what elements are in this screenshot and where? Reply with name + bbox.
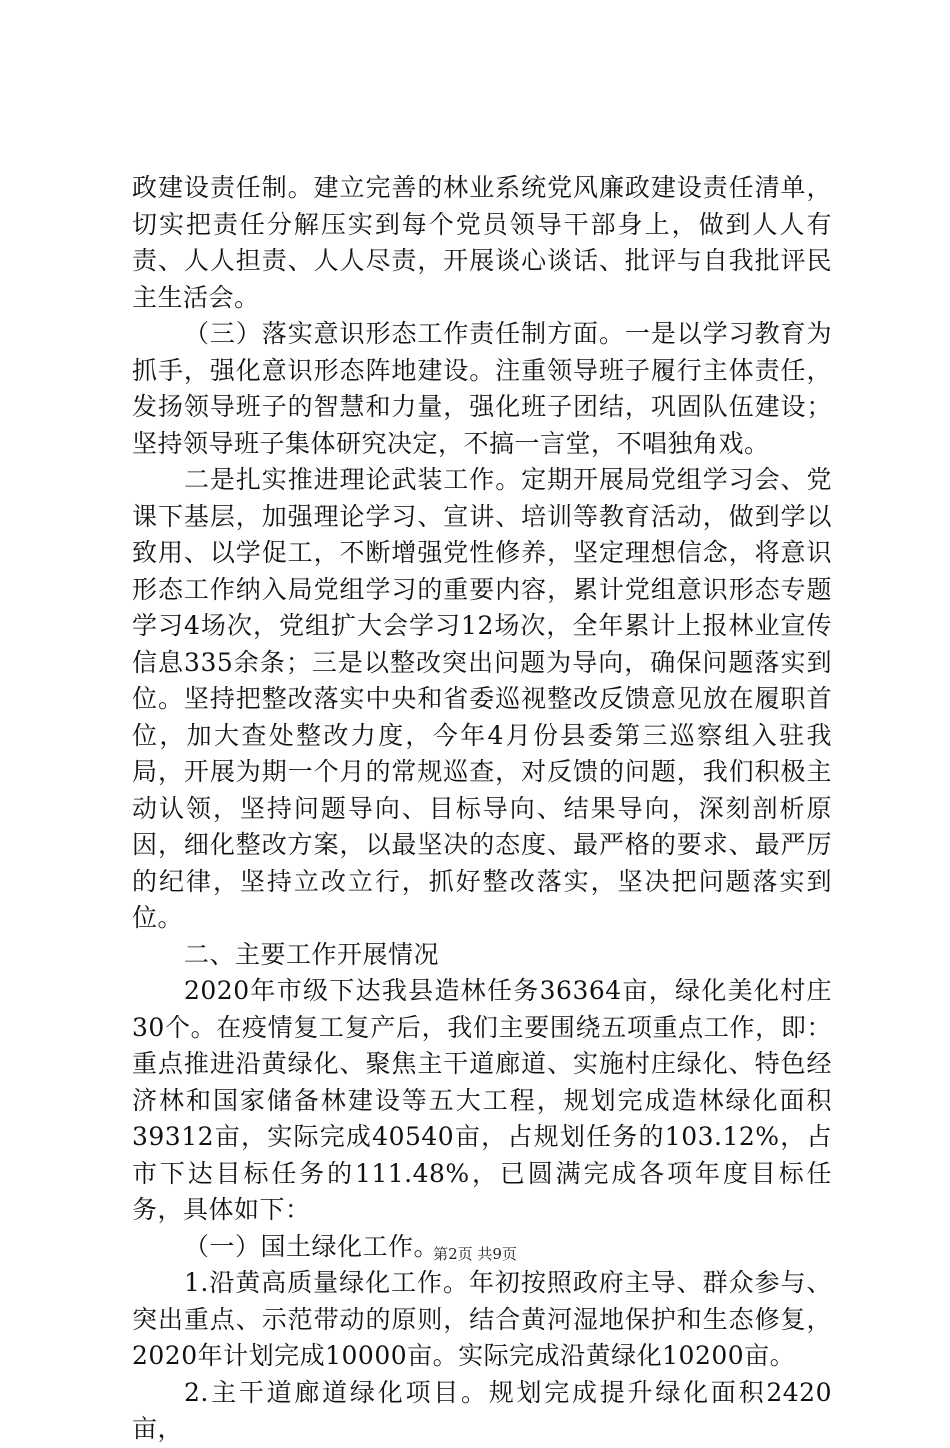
paragraph-yellow-river-greening: 1.沿黄高质量绿化工作。年初按照政府主导、群众参与、突出重点、示范带动的原则，结合黄河湿地保护和生态修复，2020年计划完成10000亩。实际完成沿黄绿化10200亩。 [132, 1268, 832, 1370]
paragraph-theory-study: 二是扎实推进理论武装工作。定期开展局党组学习会、党课下基层，加强理论学习、宣讲、培训等教育活动，做到学以致用、以学促工，不断增强党性修养，坚定理想信念，将意识形态工作纳入局党组学习的重要内容，累计党组意识形态专题学习4场次，党组扩大会学习12场次，全年累计上报林业宣传信息335余条；三是以整改突出问题为导向，确保问题落实到位。坚持把整改落实中央和省委巡视整改反馈意见放在履职首位，加大查处整改力度，今年4月份县委第三巡察组入驻我局，开展为期一个月的常规巡查，对反馈的问题，我们积极主动认领，坚持问题导向、目标导向、结果导向，深刻剖析原因，细化整改方案，以最坚决的态度、最严格的要求、最严厉的纪律，坚持立改立行，抓好整改落实，坚决把问题落实到位。 [132, 465, 832, 932]
section-heading-main-work: 二、主要工作开展情况 [184, 939, 440, 969]
paragraph-corridor-greening: 2.主干道廊道绿化项目。规划完成提升绿化面积2420亩， [132, 1377, 832, 1443]
paragraph-ideology-responsibility: （三）落实意识形态工作责任制方面。一是以学习教育为抓手，强化意识形态阵地建设。注重领导班子履行主体责任，发扬领导班子的智慧和力量，强化班子团结，巩固队伍建设；坚持领导班子集体研究决定，不搞一言堂，不唱独角戏。 [132, 319, 832, 458]
paragraph-afforestation-summary: 2020年市级下达我县造林任务36364亩，绿化美化村庄30个。在疫情复工复产后，我们主要围绕五项重点工作，即：重点推进沿黄绿化、聚焦主干道廊道、实施村庄绿化、特色经济林和国家储备林建设等五大工程，规划完成造林绿化面积39312亩，实际完成40540亩，占规划任务的103.12%，占市下达目标任务的111.48%，已圆满完成各项年度目标任务，具体如下： [132, 976, 832, 1224]
paragraph-continuation: 政建设责任制。建立完善的林业系统党风廉政建设责任清单，切实把责任分解压实到每个党员领导干部身上，做到人人有责、人人担责、人人尽责，开展谈心谈话、批评与自我批评民主生活会。 [132, 173, 832, 312]
subheading-land-greening: （一）国土绿化工作。 [184, 1231, 440, 1261]
page-footer: 第2页 共9页 [433, 1245, 517, 1263]
